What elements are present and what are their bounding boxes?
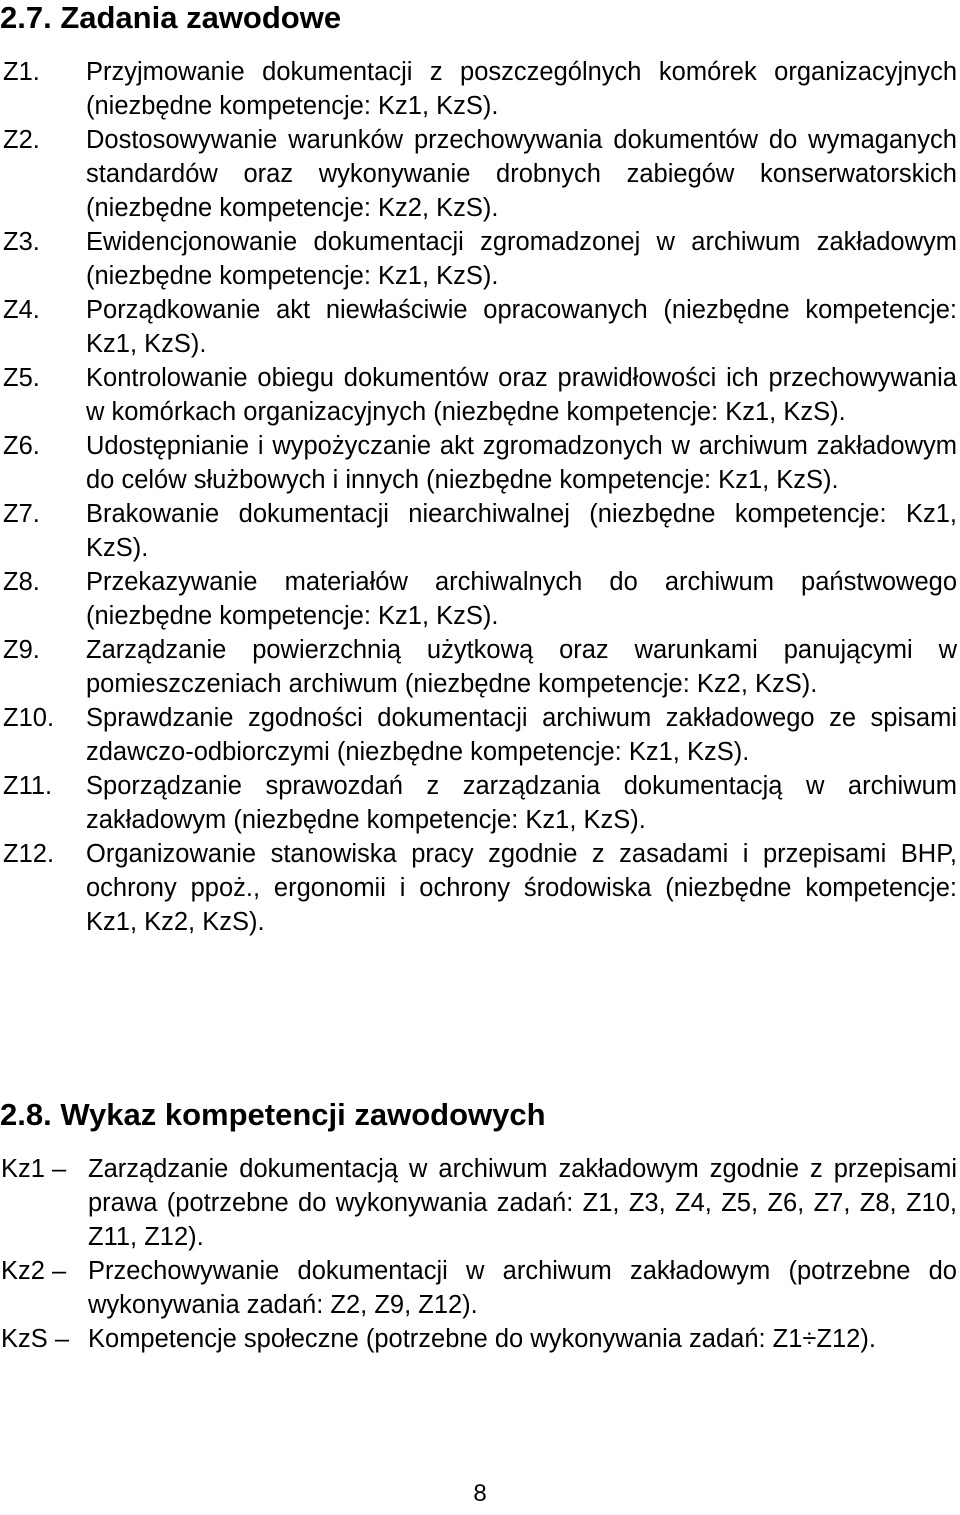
- item-text: Przyjmowanie dokumentacji z poszczególnych komórek organizacyjnych (niezbędne kompetencje: Kz1, KzS).: [86, 58, 957, 120]
- item-text: Organizowanie stanowiska pracy zgodnie z zasadami i przepisami BHP, ochrony ppoż., ergonomii i ochrony środowiska (niezbędne kompetencje: Kz1, Kz2, KzS).: [86, 840, 957, 936]
- item-number: Z8.: [3, 568, 40, 596]
- list-item: [0, 361, 957, 429]
- list-item: [0, 837, 957, 939]
- item-text: Sporządzanie sprawozdań z zarządzania dokumentacją w archiwum zakładowym (niezbędne kompetencje: Kz1, KzS).: [86, 772, 957, 834]
- item-number: Z6.: [3, 432, 40, 460]
- list-item: [0, 701, 957, 769]
- item-number: Z11.: [3, 772, 53, 800]
- list-item: [0, 123, 957, 225]
- competence-code: Kz1 –: [1, 1155, 67, 1183]
- item-number: Z9.: [3, 636, 40, 664]
- item-text: Zarządzanie powierzchnią użytkową oraz warunkami panującymi w pomieszczeniach archiwum (niezbędne kompetencje: Kz2, KzS).: [86, 636, 957, 698]
- item-number: Z1.: [3, 58, 40, 86]
- item-number: Z5.: [3, 364, 40, 392]
- competence-code: Kz2 –: [1, 1257, 67, 1285]
- list-item: [0, 429, 957, 497]
- list-item: [0, 1254, 957, 1322]
- competence-list: [0, 1152, 957, 1356]
- list-item: [0, 225, 957, 293]
- item-text: Brakowanie dokumentacji niearchiwalnej (niezbędne kompetencje: Kz1, KzS).: [86, 500, 957, 562]
- competence-code: KzS –: [1, 1325, 70, 1353]
- item-number: Z3.: [3, 228, 40, 256]
- list-item: [0, 55, 957, 123]
- list-item: [0, 565, 957, 633]
- list-item: [0, 633, 957, 701]
- item-text: Kontrolowanie obiegu dokumentów oraz prawidłowości ich przechowywania w komórkach organizacyjnych (niezbędne kompetencje: Kz1, KzS).: [86, 364, 957, 426]
- item-text: Dostosowywanie warunków przechowywania dokumentów do wymaganych standardów oraz wykonywanie drobnych zabiegów konserwatorskich (niezbędne kompetencje: Kz2, KzS).: [86, 126, 957, 222]
- list-item: [0, 769, 957, 837]
- task-list: [0, 55, 957, 939]
- item-text: Sprawdzanie zgodności dokumentacji archiwum zakładowego ze spisami zdawczo-odbiorczymi (niezbędne kompetencje: Kz1, KzS).: [86, 704, 957, 766]
- list-item: [0, 293, 957, 361]
- list-item: [0, 497, 957, 565]
- item-number: Z2.: [3, 126, 40, 154]
- list-item: [0, 1152, 957, 1254]
- section-heading-tasks: 2.7. Zadania zawodowe: [0, 0, 342, 35]
- competence-text: Zarządzanie dokumentacją w archiwum zakładowym zgodnie z przepisami prawa (potrzebne do wykonywania zadań: Z1, Z3, Z4, Z5, Z6, Z7, Z8, Z10, Z11, Z12).: [88, 1155, 957, 1251]
- section-heading-competences: 2.8. Wykaz kompetencji zawodowych: [0, 1097, 546, 1132]
- item-number: Z7.: [3, 500, 40, 528]
- item-text: Ewidencjonowanie dokumentacji zgromadzonej w archiwum zakładowym (niezbędne kompetencje: Kz1, KzS).: [86, 228, 957, 290]
- item-number: Z12.: [3, 840, 55, 868]
- competence-text: Kompetencje społeczne (potrzebne do wykonywania zadań: Z1÷Z12).: [88, 1325, 876, 1353]
- item-number: Z4.: [3, 296, 40, 324]
- item-text: Przekazywanie materiałów archiwalnych do archiwum państwowego (niezbędne kompetencje: Kz1, KzS).: [86, 568, 957, 630]
- item-number: Z10.: [3, 704, 55, 732]
- competence-text: Przechowywanie dokumentacji w archiwum zakładowym (potrzebne do wykonywania zadań: Z2, Z9, Z12).: [88, 1257, 957, 1319]
- list-item: [0, 1322, 957, 1356]
- item-text: Porządkowanie akt niewłaściwie opracowanych (niezbędne kompetencje: Kz1, KzS).: [86, 296, 957, 358]
- page-number: 8: [473, 1480, 487, 1507]
- item-text: Udostępnianie i wypożyczanie akt zgromadzonych w archiwum zakładowym do celów służbowych i innych (niezbędne kompetencje: Kz1, KzS).: [86, 432, 957, 494]
